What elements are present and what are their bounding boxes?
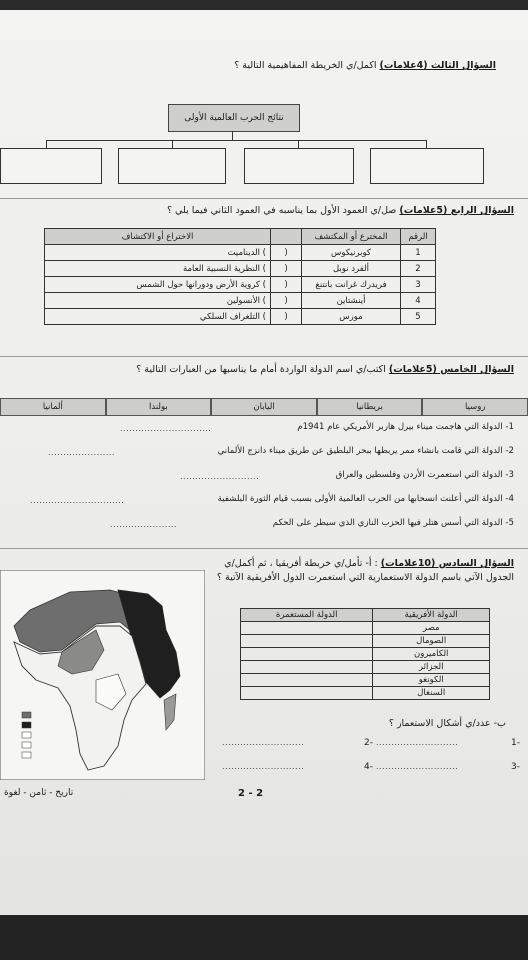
african-country-cell: الكاميرون [373,648,490,661]
colonization-table [240,608,490,700]
table-row [45,277,436,293]
q6-prompt-line2: الجدول الآتي باسم الدولة الاستعمارية التي استعمرت الدول الأفريقية الآتية ؟ [216,572,514,583]
row-number: 4 [401,293,436,309]
footer-subject: تاريخ - ثامن - لغوة [4,788,74,798]
colonizer-answer-cell[interactable] [241,622,373,635]
table-row [241,661,490,674]
legend-swatch [22,722,31,728]
answer-blank[interactable]: ............................... [30,496,125,505]
colonizer-answer-cell[interactable] [241,661,373,674]
column-header: الدولة المستعمرة [241,609,373,622]
concept-map-root: نتائج الحرب العالمية الأولى [168,104,300,132]
concept-map-blank-box[interactable] [0,148,102,184]
q3-header [234,60,496,71]
legend-swatch [22,712,31,718]
inventor-cell: مورس [302,309,401,325]
page-number: 2 - 2 [238,788,264,799]
answer-blank[interactable]: ........................... [222,738,305,747]
q5-header [136,364,514,375]
blank-label-1: 1- [511,738,520,748]
colonizer-answer-cell[interactable] [241,635,373,648]
invention-cell: ) النظرية النسبية العامة [45,261,271,277]
country-option: بولندا [106,398,212,416]
table-row [45,261,436,277]
table-header-row [45,229,436,245]
table-row [241,648,490,661]
statement-3: 3- الدولة التي استعمرت الأردن وفلسطين والعراق [335,470,514,480]
q4-label: السؤال الرابع (5علامات) [399,205,514,216]
colonizer-answer-cell[interactable] [241,674,373,687]
inventor-cell: ألفرد نوبل [302,261,401,277]
row-number: 5 [401,309,436,325]
connector-line [298,140,299,148]
statement-5: 5- الدولة التي أسس هتلر فيها الحزب النازي الذي سيطر على الحكم [272,518,514,528]
colonizer-answer-cell[interactable] [241,648,373,661]
blank-label-3: 3- [511,762,520,772]
answer-paren[interactable]: ( [271,309,302,325]
answer-blank[interactable]: ...................... [48,448,115,457]
statement-2: 2- الدولة التي قامت بانشاء ممر يربطها ببحر البلطيق عن طريق ميناء دانزج الألماني [217,446,514,456]
q3-prompt: اكمل/ي الخريطة المفاهيمية التالية ؟ [234,60,377,71]
q6-part-b: ب- عدد/ي أشكال الاستعمار ؟ [388,718,506,729]
exam-sheet [0,10,528,915]
inventor-cell: كوبرنيكوس [302,245,401,261]
column-header: المخترع أو المكتشف [302,229,401,245]
table-header-row [241,609,490,622]
statement-1: 1- الدولة التي هاجمت ميناء بيرل هاربر الأمريكي عام 1941م [297,422,514,432]
african-country-cell: مصر [373,622,490,635]
photo-background [0,915,528,960]
section-divider [0,548,528,549]
section-divider [0,356,528,357]
invention-cell: ) التلغراف السلكي [45,309,271,325]
q5-prompt: اكتب/ي اسم الدولة الواردة أمام ما يناسبها من العبارات التالية ؟ [136,364,386,375]
q4-header [167,205,514,216]
connector-line [46,140,426,141]
african-country-cell: الكونغو [373,674,490,687]
table-row [241,674,490,687]
table-row [241,622,490,635]
q3-label: السؤال الثالث (4علامات) [379,60,496,71]
column-header [271,229,302,245]
connector-line [172,140,173,148]
q5-label: السؤال الخامس (5علامات) [388,364,514,375]
answer-blank[interactable]: ........................... [222,762,305,771]
answer-paren[interactable]: ( [271,245,302,261]
answer-blank[interactable]: ........................... [376,762,459,771]
table-row [45,309,436,325]
invention-cell: ) كروية الأرض ودورانها حول الشمس [45,277,271,293]
q6-prompt: : أ- تأمل/ي خريطة أفريقيا ، ثم أكمل/ي [224,558,378,569]
row-number: 3 [401,277,436,293]
q6-header [224,558,514,569]
table-row [241,635,490,648]
section-divider [0,198,528,199]
q6-label: السؤال السادس (10علامات) [380,558,514,569]
legend-swatch [22,732,31,738]
row-number: 2 [401,261,436,277]
country-option: ألمانيا [0,398,106,416]
column-header: الاختراع أو الاكتشاف [45,229,271,245]
inventor-cell: فريدرك غرانت بانتنغ [302,277,401,293]
invention-cell: ) الأنسولين [45,293,271,309]
answer-blank[interactable]: ...................... [110,520,177,529]
answer-blank[interactable]: .......................... [180,472,260,481]
column-header: الرقم [401,229,436,245]
answer-blank[interactable]: .............................. [120,424,212,433]
answer-blank[interactable]: ........................... [376,738,459,747]
row-number: 1 [401,245,436,261]
concept-map-blank-box[interactable] [118,148,226,184]
matching-table [44,228,436,325]
blank-label-4: 4- [364,762,373,772]
country-option: روسيا [422,398,528,416]
table-row [45,245,436,261]
african-country-cell: السنغال [373,687,490,700]
concept-map-blank-box[interactable] [370,148,484,184]
legend-swatch [22,752,31,758]
table-row [45,293,436,309]
table-row [241,687,490,700]
connector-line [46,140,47,148]
country-option: اليابان [211,398,317,416]
african-country-cell: الصومال [373,635,490,648]
connector-line [426,140,427,148]
legend-swatch [22,742,31,748]
q4-prompt: صل/ي العمود الأول بما يناسبه في العمود الثاني فيما يلي ؟ [166,205,397,216]
invention-cell: ) الديناميت [45,245,271,261]
colonizer-answer-cell[interactable] [241,687,373,700]
country-options-strip [0,398,528,416]
inventor-cell: أينشتاين [302,293,401,309]
concept-map-blank-box[interactable] [244,148,354,184]
country-option: بريطانيا [317,398,423,416]
column-header: الدولة الأفريقية [373,609,490,622]
statement-4: 4- الدولة التي أعلنت انسحابها من الحرب العالمية الأولى بسبب قيام الثورة البلشفية [217,494,514,504]
answer-paren[interactable]: ( [271,293,302,309]
africa-map [0,570,205,780]
answer-paren[interactable]: ( [271,261,302,277]
african-country-cell: الجزائر [373,661,490,674]
blank-label-2: 2- [364,738,373,748]
answer-paren[interactable]: ( [271,277,302,293]
